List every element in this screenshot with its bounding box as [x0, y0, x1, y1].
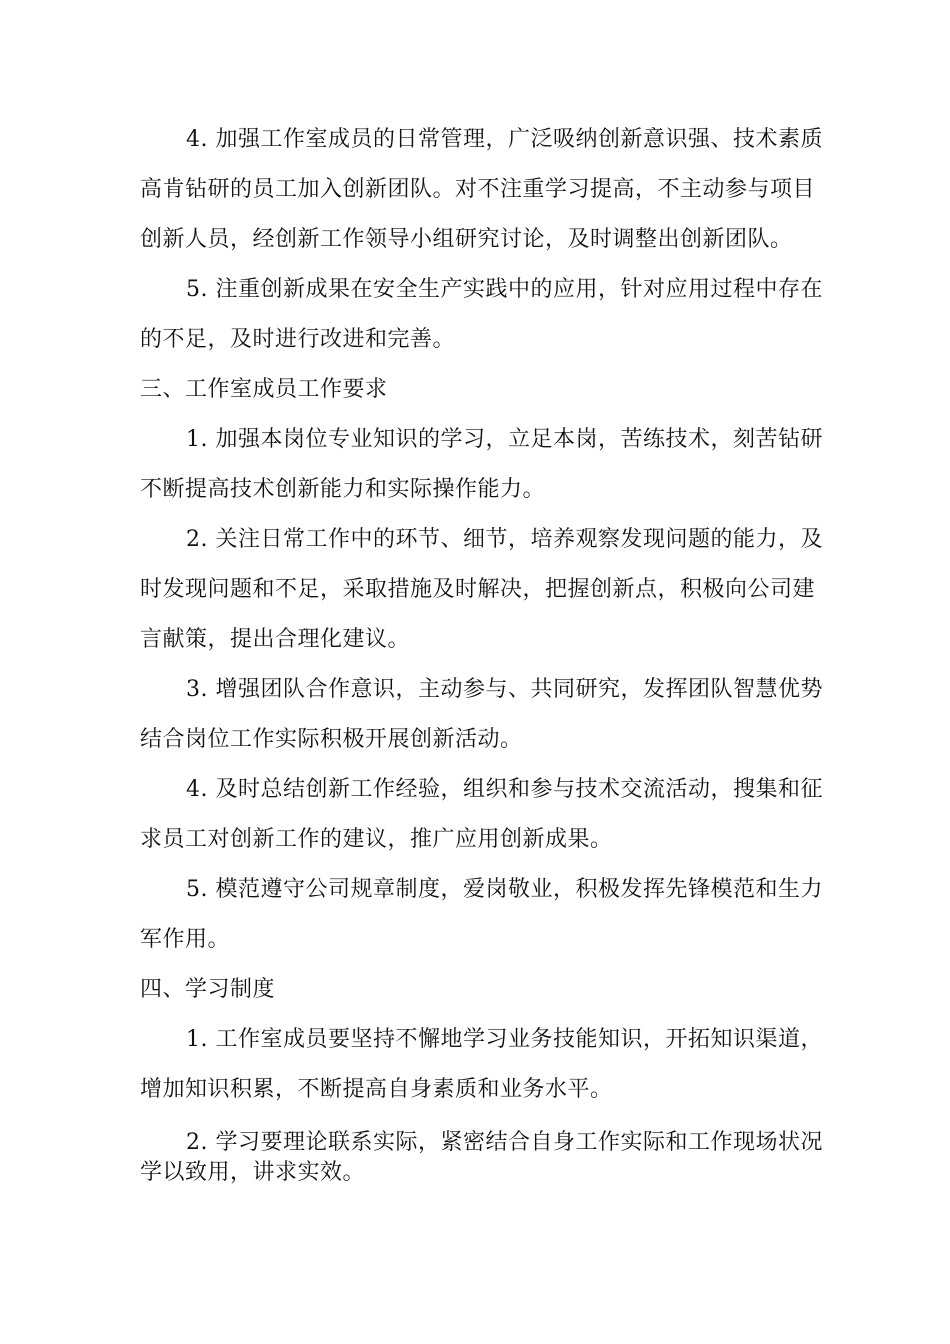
section-3-item-4-line-2: 求员工对创新工作的建议，推广应用创新成果。 — [140, 827, 613, 852]
section-4-item-1-line-1: 1. 工作室成员要坚持不懈地学习业务技能知识，开拓知识渠道， — [186, 1027, 823, 1052]
section-3-item-5-line-2: 军作用。 — [140, 927, 231, 952]
section-heading-3: 三、工作室成员工作要求 — [140, 377, 388, 402]
section-3-item-2-line-2: 时发现问题和不足，采取措施及时解决，把握创新点，积极向公司建 — [140, 577, 816, 602]
section-heading-4: 四、学习制度 — [140, 977, 276, 1002]
section-3-item-1-line-2: 不断提高技术创新能力和实际操作能力。 — [140, 477, 546, 502]
section-3-item-2-line-3: 言献策，提出合理化建议。 — [140, 627, 411, 652]
paragraph-4-line-3: 创新人员，经创新工作领导小组研究讨论，及时调整出创新团队。 — [140, 227, 793, 252]
paragraph-4-line-1: 4. 加强工作室成员的日常管理，广泛吸纳创新意识强、技术素质 — [186, 127, 823, 152]
section-3-item-3-line-1: 3. 增强团队合作意识，主动参与、共同研究，发挥团队智慧优势 — [186, 677, 823, 702]
paragraph-5-line-1: 5. 注重创新成果在安全生产实践中的应用，针对应用过程中存在 — [186, 277, 823, 302]
section-3-item-4-line-1: 4. 及时总结创新工作经验，组织和参与技术交流活动，搜集和征 — [186, 777, 823, 802]
paragraph-5-line-2: 的不足，及时进行改进和完善。 — [140, 327, 456, 352]
paragraph-4-line-2: 高肯钻研的员工加入创新团队。对不注重学习提高，不主动参与项目 — [140, 177, 816, 202]
section-4-item-1-line-2: 增加知识积累，不断提高自身素质和业务水平。 — [140, 1077, 613, 1102]
section-4-item-2-line-1: 2. 学习要理论联系实际，紧密结合自身工作实际和工作现场状况 — [186, 1130, 823, 1155]
section-3-item-2-line-1: 2. 关注日常工作中的环节、细节，培养观察发现问题的能力，及 — [186, 527, 823, 552]
section-4-item-2-line-2: 学以致用，讲求实效。 — [140, 1160, 366, 1185]
section-3-item-5-line-1: 5. 模范遵守公司规章制度，爱岗敬业，积极发挥先锋模范和生力 — [186, 877, 823, 902]
section-3-item-1-line-1: 1. 加强本岗位专业知识的学习，立足本岗，苦练技术，刻苦钻研 — [186, 427, 823, 452]
section-3-item-3-line-2: 结合岗位工作实际积极开展创新活动。 — [140, 727, 523, 752]
